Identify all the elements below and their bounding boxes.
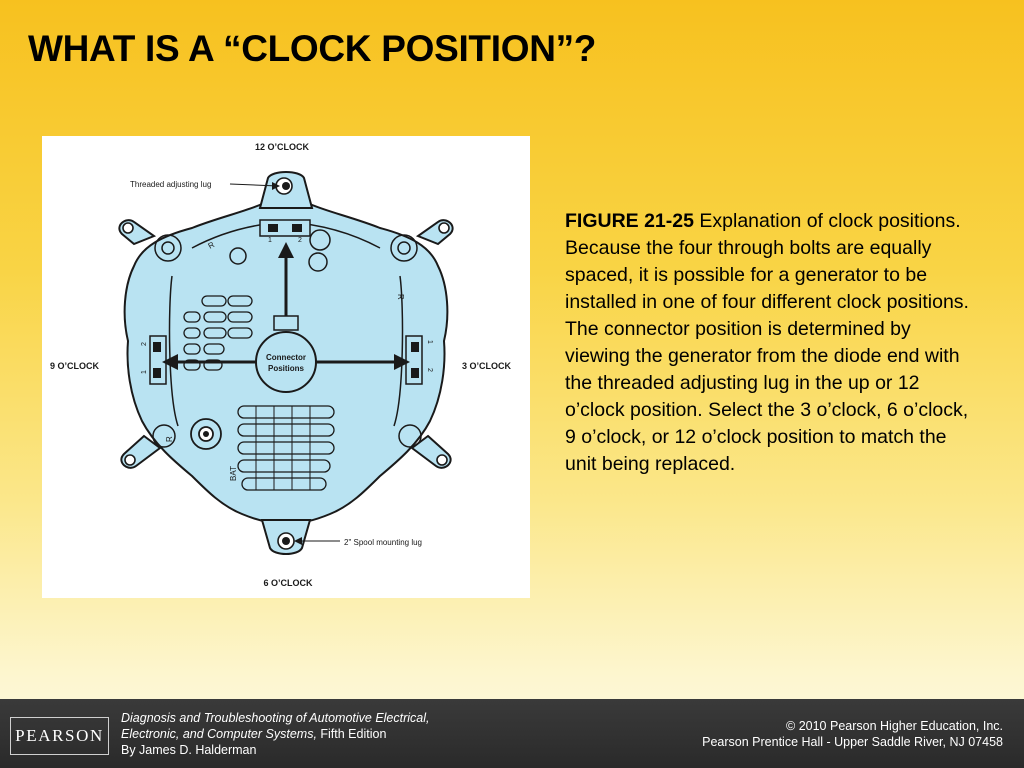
figure-label: FIGURE 21-25	[565, 209, 694, 232]
slide-title: WHAT IS A “CLOCK POSITION”?	[28, 28, 597, 69]
label-connector: Connector	[266, 353, 306, 362]
label-bat: BAT	[229, 466, 238, 481]
label-positions: Positions	[267, 364, 305, 373]
footer-bar	[0, 699, 1024, 768]
label-right-1: 1	[426, 340, 433, 344]
label-left-2: 2	[141, 342, 148, 346]
publisher-credit	[702, 718, 1003, 750]
label-12-oclock: 12 O’CLOCK	[254, 142, 310, 152]
label-r-right: R	[396, 294, 405, 300]
label-9-oclock: 9 O’CLOCK	[50, 361, 100, 371]
book-title: Diagnosis and Troubleshooting of Automotive Electrical,	[121, 711, 430, 725]
label-right-2: 2	[426, 368, 433, 372]
label-left-1: 1	[141, 370, 148, 374]
book-subtitle: Electronic, and Computer Systems,	[121, 727, 317, 741]
copyright-text: © 2010 Pearson Higher Education, Inc.	[786, 719, 1003, 733]
label-6-oclock: 6 O’CLOCK	[263, 578, 313, 588]
label-top-2: 2	[298, 237, 302, 244]
label-threaded-lug: Threaded adjusting lug	[130, 180, 212, 189]
publisher-text: Pearson Prentice Hall - Upper Saddle River, NJ 07458	[702, 735, 1003, 749]
figure-caption	[565, 208, 970, 478]
label-spool-lug: 2" Spool mounting lug	[344, 538, 423, 547]
label-3-oclock: 3 O’CLOCK	[462, 361, 512, 371]
alternator-diagram	[42, 136, 530, 598]
caption-text: Explanation of clock positions. Because the four through bolts are equally spaced, it is possible for a generator to be installed in one of four different clock positions. The connector position is determined by viewing the generator from the diode end with the threaded adjusting lug in the up or 12 o’clock position. Select the 3 o’clock, 6 o’clock, 9 o’clock, or 12 o’clock position to match the unit being replaced.	[565, 209, 969, 475]
label-top-1: 1	[268, 237, 272, 244]
pearson-logo: PEARSON	[10, 717, 109, 755]
book-author: By James D. Halderman	[121, 743, 257, 757]
label-r-top: R	[206, 240, 217, 251]
book-edition: Fifth Edition	[316, 727, 387, 741]
label-r-left: R	[165, 436, 174, 442]
alternator-figure	[42, 136, 530, 598]
book-credit	[121, 710, 430, 758]
